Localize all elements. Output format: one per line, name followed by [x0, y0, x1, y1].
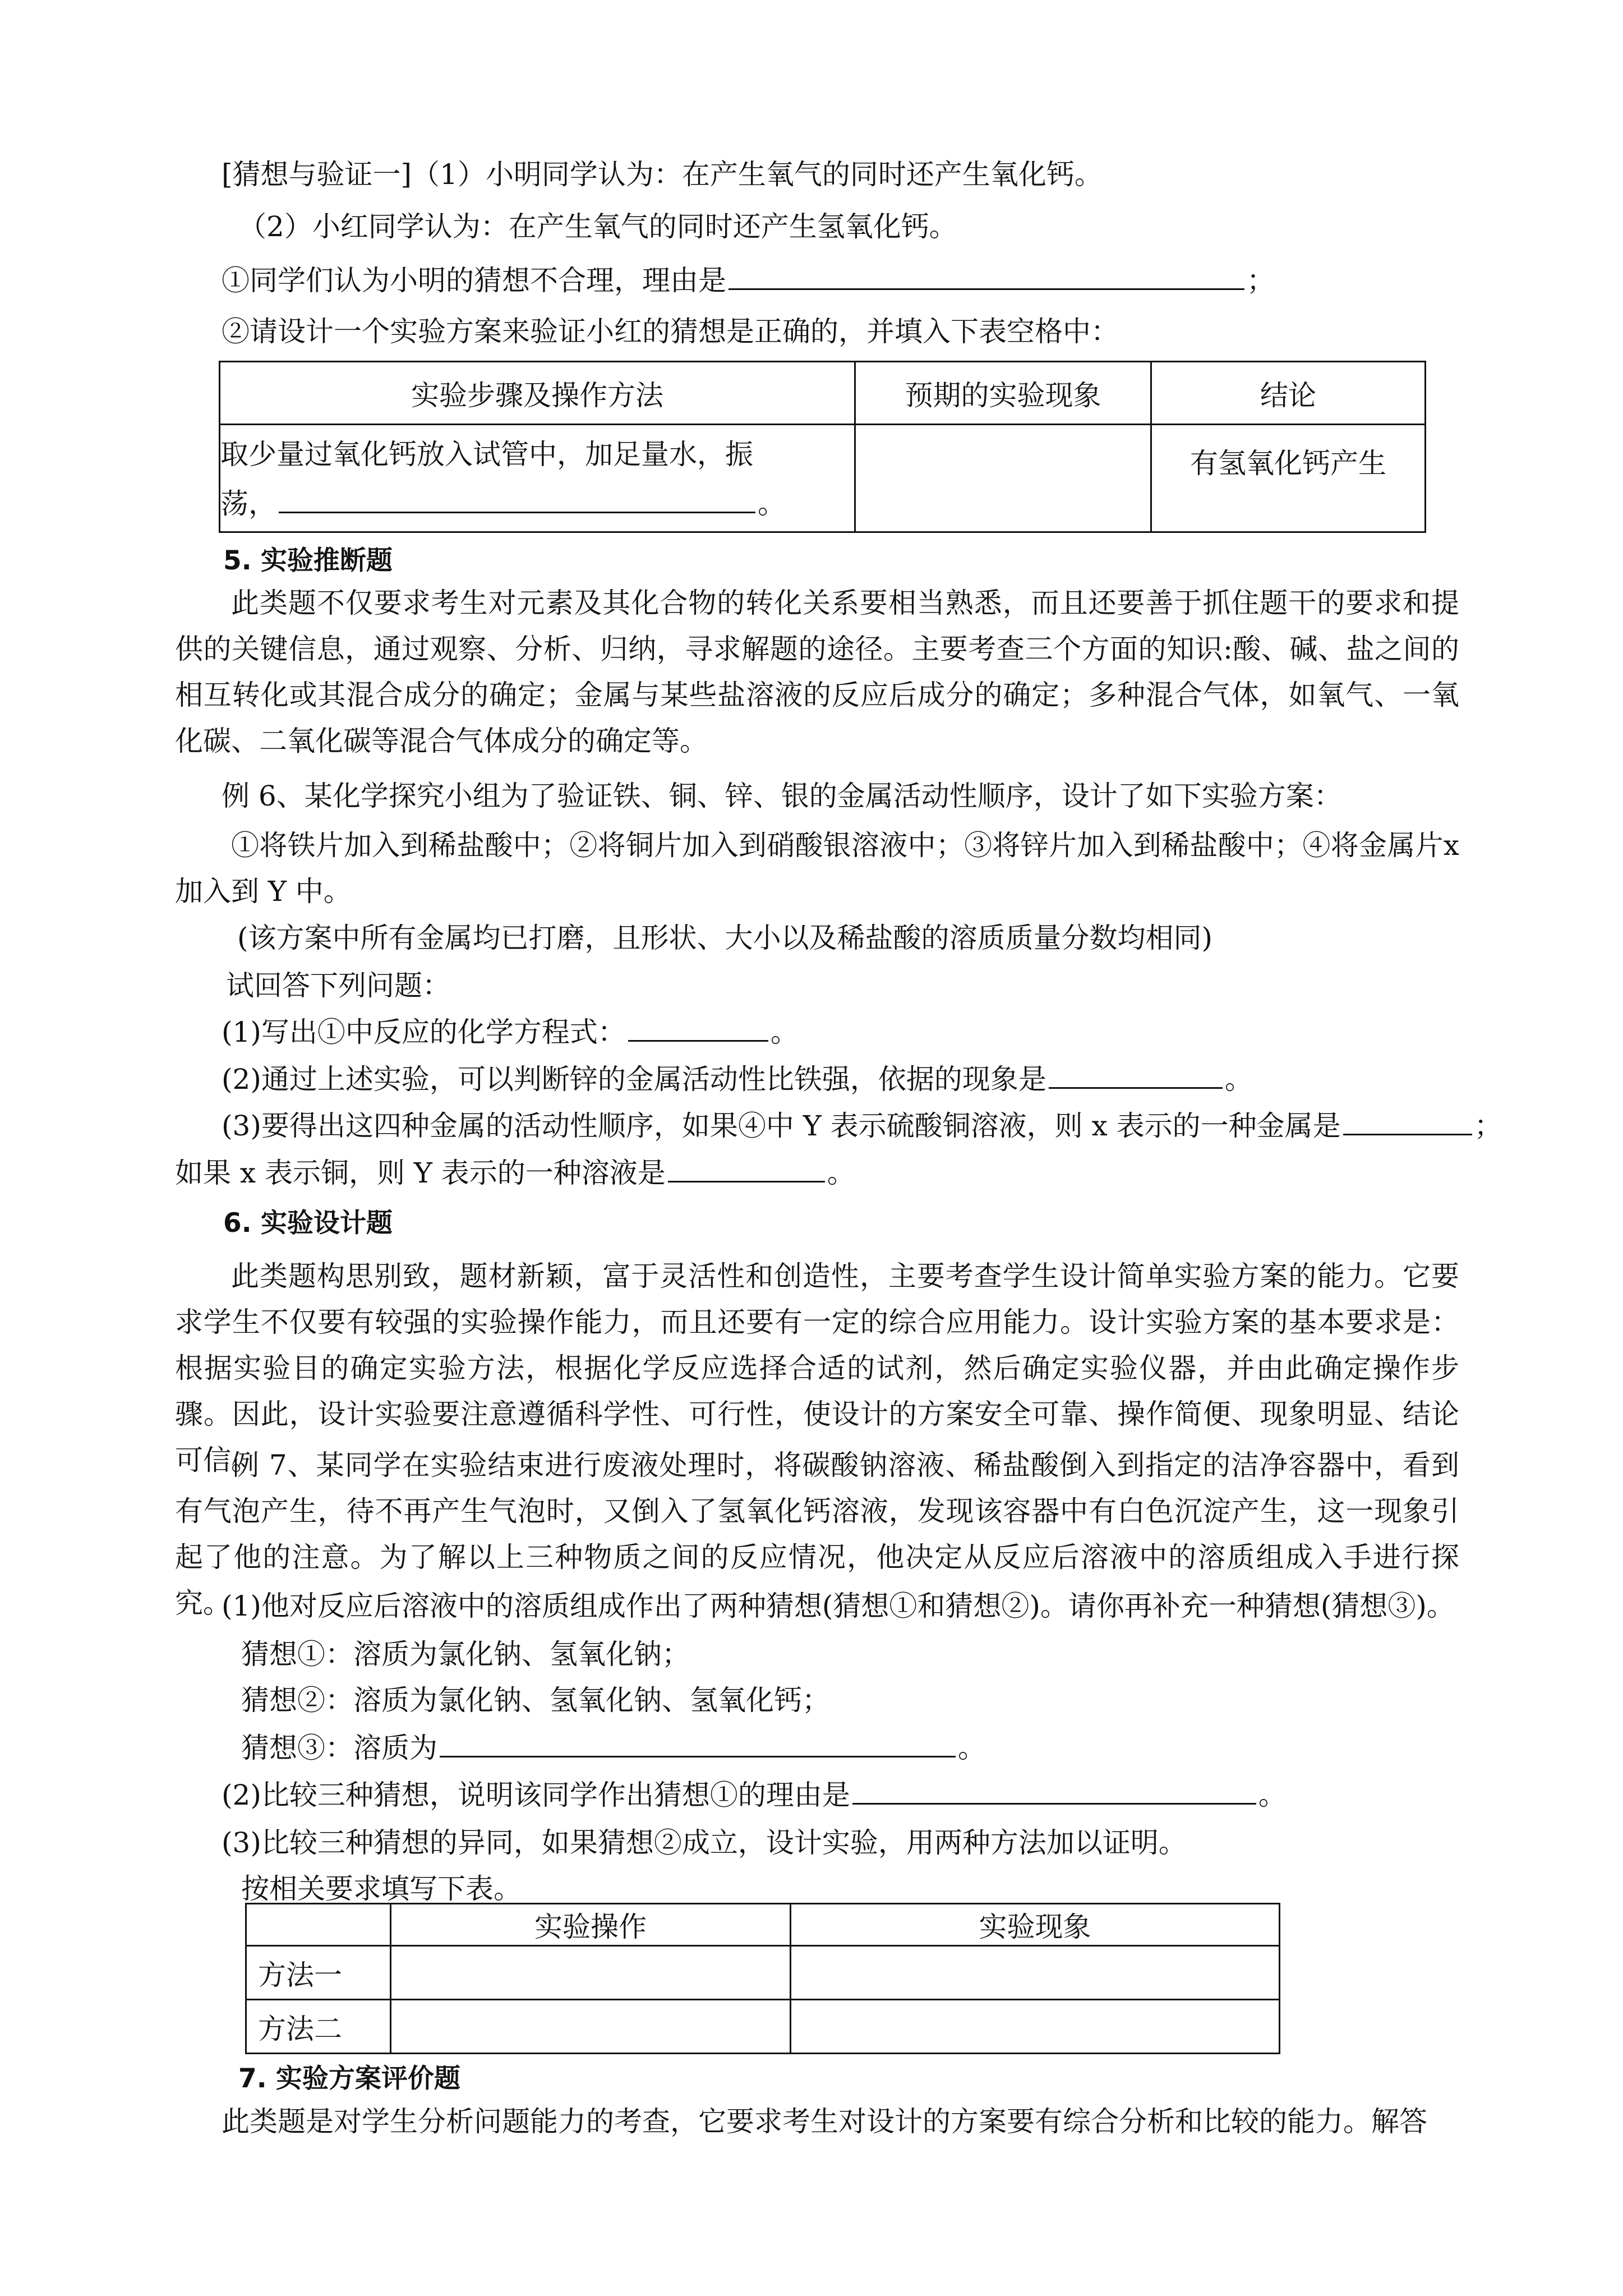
example-6: 例 6、某化学探究小组为了验证铁、铜、锌、银的金属活动性顺序，设计了如下实验方案：: [222, 780, 1342, 812]
table1-step-line-b-end: 。: [758, 487, 786, 520]
ex6-question-3a: [222, 1108, 1502, 1143]
ex6-q3b-text: 如果 x 表示铜，则 Y 表示的一种溶液是: [175, 1157, 666, 1189]
section-7-title: 7. 实验方案评价题: [238, 2063, 460, 2094]
ex6-q2-blank[interactable]: [1049, 1061, 1223, 1089]
example-6-ask: 试回答下列问题：: [226, 969, 450, 1002]
table2-method-2-operation[interactable]: [391, 2000, 791, 2054]
table2-row-method-1: 方法一: [246, 1946, 391, 2000]
ex6-q1-text: (1)写出①中反应的化学方程式：: [222, 1016, 626, 1048]
guess-3-blank[interactable]: [440, 1730, 956, 1757]
section-5-intro: 此类题不仅要求考生对元素及其化合物的转化关系要相当熟悉，而且还要善于抓住题干的要求和提供的关键信息，通过观察、分析、归纳，寻求解题的途径。主要考查三个方面的知识:酸、碱、盐之间的相互转化或其混合成分的确定；金属与某些盐溶液的反应后成分的确定；多种混合气体，如氧气、一氧化碳、二氧化碳等混合气体成分的确定等。: [175, 587, 1459, 757]
table2-method-1-phenomenon[interactable]: [791, 1946, 1280, 2000]
ex6-q3a-blank[interactable]: [1343, 1108, 1472, 1135]
section-5-title: 5. 实验推断题: [223, 545, 393, 576]
guess-line-3: [222, 263, 1275, 298]
example-6-note: (该方案中所有金属均已打磨，且形状、大小以及稀盐酸的溶质质量分数均相同): [237, 922, 1213, 954]
guess-line-1: [猜想与验证一]（1）小明同学认为：在产生氧气的同时还产生氧化钙。: [222, 158, 1103, 191]
table2-header-operation: 实验操作: [391, 1904, 791, 1946]
guess-option-2: 猜想②：溶质为氯化钠、氢氧化钠、氢氧化钙；: [241, 1684, 830, 1717]
experiment-table-2: [245, 1903, 1280, 2054]
guess-option-3-text: 猜想③：溶质为: [241, 1732, 437, 1764]
table1-header-phenomenon: 预期的实验现象: [855, 362, 1151, 425]
guess-option-3: [241, 1730, 986, 1765]
ex6-q3b-end: 。: [827, 1157, 855, 1189]
ex6-q3a-text: (3)要得出这四种金属的活动性顺序，如果④中 Y 表示硫酸铜溶液，则 x 表示的一种金属是: [222, 1110, 1341, 1142]
table2-method-1-operation[interactable]: [391, 1946, 791, 2000]
ex6-question-1: [222, 1014, 799, 1050]
table2-header-blank: [246, 1904, 391, 1946]
table2-header-phenomenon: 实验现象: [791, 1904, 1280, 1946]
section-6-intro: 此类题构思别致，题材新颖，富于灵活性和创造性，主要考查学生设计简单实验方案的能力。它要求学生不仅要有较强的实验操作能力，而且还要有一定的综合应用能力。设计实验方案的基本要求是：根据实验目的确定实验方法，根据化学反应选择合适的试剂，然后确定实验仪器，并由此确定操作步骤。因此，设计实验要注意遵循科学性、可行性，使设计的方案安全可靠、操作简便、现象明显、结论可信。: [175, 1260, 1459, 1476]
table1-step-line-b: [220, 479, 854, 528]
table2-row-method-2: 方法二: [246, 2000, 391, 2054]
example-6-steps: ①将铁片加入到稀盐酸中；②将铜片加入到硝酸银溶液中；③将锌片加入到稀盐酸中；④将金属片x 加入到 Y 中。: [175, 829, 1459, 908]
table1-phenomenon-cell[interactable]: [855, 425, 1151, 532]
guess-option-3-end: 。: [958, 1732, 986, 1764]
table1-header-conclusion: 结论: [1151, 362, 1426, 425]
reason-blank[interactable]: [728, 263, 1244, 290]
ex6-q2-end: 。: [1224, 1063, 1253, 1096]
guess-line-3-end: ；: [1247, 264, 1275, 297]
fill-instruction: 按相关要求填写下表。: [241, 1872, 522, 1905]
ex7-question-3: (3)比较三种猜想的异同，如果猜想②成立，设计实验，用两种方法加以证明。: [222, 1826, 1187, 1859]
table1-header-steps: 实验步骤及操作方法: [220, 362, 855, 425]
guess-line-2: （2）小红同学认为：在产生氧气的同时还产生氢氧化钙。: [238, 210, 957, 243]
guess-line-3-text: ①同学们认为小明的猜想不合理，理由是: [222, 264, 726, 297]
table1-step-cell: [220, 425, 855, 532]
ex6-q2-text: (2)通过上述实验，可以判断锌的金属活动性比铁强，依据的现象是: [222, 1063, 1046, 1096]
section-7-intro: 此类题是对学生分析问题能力的考查，它要求考生对设计的方案要有综合分析和比较的能力。解答: [222, 2105, 1427, 2138]
example-7: 例 7、某同学在实验结束进行废液处理时，将碳酸钠溶液、稀盐酸倒入到指定的洁净容器中，看到有气泡产生，待不再产生气泡时，又倒入了氢氧化钙溶液，发现该容器中有白色沉淀产生，这一现象引起了他的注意。为了解以上三种物质之间的反应情况，他决定从反应后溶液中的溶质组成入手进行探究。: [175, 1449, 1459, 1619]
section-6-title: 6. 实验设计题: [223, 1208, 393, 1239]
ex6-question-2: [222, 1061, 1253, 1097]
table1-step-line-b-text: 荡，: [220, 487, 276, 520]
table2-method-2-phenomenon[interactable]: [791, 2000, 1280, 2054]
ex6-q1-blank[interactable]: [628, 1014, 768, 1042]
ex6-q3a-end: ；: [1474, 1110, 1502, 1142]
ex7-q2-text: (2)比较三种猜想，说明该同学作出猜想①的理由是: [222, 1779, 850, 1811]
ex7-q2-blank[interactable]: [852, 1777, 1256, 1805]
ex7-q2-end: 。: [1258, 1779, 1287, 1811]
ex6-question-3b: [175, 1155, 855, 1190]
table1-conclusion-cell: 有氢氧化钙产生: [1151, 425, 1426, 532]
ex7-question-2: [222, 1777, 1287, 1812]
ex6-q3b-blank[interactable]: [668, 1155, 825, 1182]
experiment-table-1: [219, 361, 1426, 533]
step-blank[interactable]: [279, 486, 755, 513]
guess-option-1: 猜想①：溶质为氯化钠、氢氧化钠；: [241, 1638, 690, 1671]
table1-step-line-a: 取少量过氧化钙放入试管中，加足量水，振: [220, 438, 753, 471]
guess-line-4: ②请设计一个实验方案来验证小红的猜想是正确的，并填入下表空格中：: [222, 315, 1119, 348]
ex6-q1-end: 。: [770, 1016, 799, 1048]
ex7-question-1: (1)他对反应后溶液中的溶质组成作出了两种猜想(猜想①和猜想②)。请你再补充一种猜想(猜想③)。: [222, 1590, 1455, 1622]
